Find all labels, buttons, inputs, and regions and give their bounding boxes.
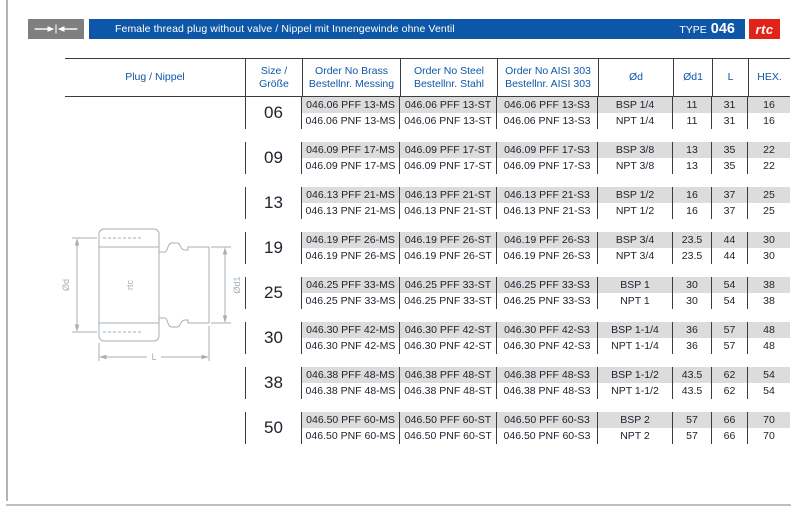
- data-cell: 046.38 PFF 48-ST: [400, 367, 497, 383]
- col-header-plug: [65, 59, 245, 96]
- table-groups: [245, 97, 790, 444]
- table-body: [61, 97, 790, 444]
- col-header-steel-line1: Order No Steel: [413, 64, 485, 77]
- data-cell: 11: [673, 113, 712, 129]
- data-cell: 046.19 PFF 26-ST: [400, 232, 497, 248]
- data-row: [302, 113, 790, 129]
- group-rows: [302, 187, 790, 219]
- data-cell: 046.13 PFF 21-ST: [400, 187, 497, 203]
- data-cell: 046.06 PNF 13-S3: [497, 113, 598, 129]
- size-cell: 38: [245, 367, 302, 399]
- plug-technical-drawing: [57, 219, 247, 369]
- col-header-l: [712, 59, 748, 96]
- col-header-steel: [400, 59, 497, 96]
- col-header-size-label: Size / Größe: [259, 64, 289, 90]
- data-cell: BSP 1-1/2: [598, 367, 673, 383]
- data-cell: 43.5: [673, 367, 712, 383]
- data-row: [302, 383, 790, 399]
- data-cell: NPT 3/4: [598, 248, 673, 264]
- col-header-od: [598, 59, 673, 96]
- page-left-border: [6, 0, 8, 501]
- data-cell: 046.38 PNF 48-MS: [302, 383, 400, 399]
- data-cell: 35: [712, 158, 748, 174]
- data-cell: BSP 3/8: [598, 142, 673, 158]
- table-header-row: [65, 58, 790, 97]
- data-cell: 046.30 PFF 42-ST: [400, 322, 497, 338]
- data-cell: 046.09 PFF 17-S3: [497, 142, 598, 158]
- data-cell: 23.5: [673, 248, 712, 264]
- size-group: [245, 232, 790, 264]
- col-header-aisi-line2: Bestellnr. AISI 303: [505, 77, 591, 90]
- col-header-od1-label: Ød1: [683, 71, 703, 84]
- data-cell: 046.38 PNF 48-ST: [400, 383, 497, 399]
- data-cell: 23.5: [673, 232, 712, 248]
- data-cell: 046.25 PFF 33-MS: [302, 277, 400, 293]
- data-cell: 16: [673, 187, 712, 203]
- data-cell: 62: [712, 383, 748, 399]
- data-cell: 30: [673, 277, 712, 293]
- data-cell: 62: [712, 367, 748, 383]
- size-cell: 50: [245, 412, 302, 444]
- data-cell: 046.09 PNF 17-MS: [302, 158, 400, 174]
- group-rows: [302, 322, 790, 354]
- group-rows: [302, 97, 790, 129]
- data-cell: 66: [712, 412, 748, 428]
- data-cell: 046.09 PFF 17-ST: [400, 142, 497, 158]
- data-cell: 046.38 PFF 48-S3: [497, 367, 598, 383]
- data-cell: 046.30 PNF 42-MS: [302, 338, 400, 354]
- data-cell: 13: [673, 158, 712, 174]
- col-header-size: [245, 59, 302, 96]
- data-cell: 44: [712, 248, 748, 264]
- data-cell: 38: [763, 295, 775, 307]
- data-row: [302, 412, 790, 428]
- size-cell: 25: [245, 277, 302, 309]
- data-row: [302, 248, 790, 264]
- data-cell: 046.50 PFF 60-ST: [400, 412, 497, 428]
- data-row: [302, 203, 790, 219]
- data-cell: 43.5: [673, 383, 712, 399]
- data-cell: 046.06 PNF 13-ST: [400, 113, 497, 129]
- data-cell: 046.19 PFF 26-MS: [302, 232, 400, 248]
- data-cell: 11: [673, 97, 712, 113]
- plug-drawing-column: [61, 97, 245, 444]
- data-row: [302, 158, 790, 174]
- data-cell: 31: [712, 113, 748, 129]
- data-cell: 16: [673, 203, 712, 219]
- data-cell: 046.30 PFF 42-MS: [302, 322, 400, 338]
- size-cell: 19: [245, 232, 302, 264]
- col-header-brass: [302, 59, 400, 96]
- data-cell: 046.25 PNF 33-S3: [497, 293, 598, 309]
- data-cell: 66: [712, 428, 748, 444]
- col-header-brass-line2: Bestellnr. Messing: [308, 77, 395, 90]
- data-row: [302, 187, 790, 203]
- size-group: [245, 322, 790, 354]
- data-cell: 046.13 PNF 21-ST: [400, 203, 497, 219]
- data-cell: 046.19 PNF 26-S3: [497, 248, 598, 264]
- size-cell: 30: [245, 322, 302, 354]
- col-header-hex-label: HEX.: [757, 71, 782, 84]
- data-cell: 57: [673, 412, 712, 428]
- group-rows: [302, 412, 790, 444]
- data-cell: 16: [763, 115, 775, 127]
- data-cell: 30: [673, 293, 712, 309]
- col-header-hex: [748, 59, 790, 96]
- data-cell: NPT 1/4: [598, 113, 673, 129]
- data-cell: 44: [712, 232, 748, 248]
- data-cell: 046.13 PNF 21-MS: [302, 203, 400, 219]
- data-row: [302, 322, 790, 338]
- size-group: [245, 187, 790, 219]
- data-cell: NPT 1-1/4: [598, 338, 673, 354]
- size-group: [245, 367, 790, 399]
- data-cell: 046.30 PNF 42-ST: [400, 338, 497, 354]
- data-cell: 13: [673, 142, 712, 158]
- data-cell: 37: [712, 187, 748, 203]
- data-cell: 046.19 PNF 26-MS: [302, 248, 400, 264]
- data-cell: 046.50 PNF 60-ST: [400, 428, 497, 444]
- size-cell: 06: [245, 97, 302, 129]
- group-rows: [302, 232, 790, 264]
- data-cell: 22: [748, 142, 790, 158]
- data-cell: 36: [673, 338, 712, 354]
- data-cell: 48: [763, 340, 775, 352]
- data-cell: 54: [763, 385, 775, 397]
- data-cell: 25: [763, 205, 775, 217]
- size-cell: 13: [245, 187, 302, 219]
- type-badge: [679, 21, 745, 37]
- page-bottom-border: [6, 504, 791, 506]
- size-group: [245, 277, 790, 309]
- col-header-steel-line2: Bestellnr. Stahl: [413, 77, 485, 90]
- data-cell: 046.13 PFF 21-MS: [302, 187, 400, 203]
- data-cell: 25: [748, 187, 790, 203]
- type-label: TYPE: [679, 24, 707, 36]
- data-cell: 046.09 PNF 17-S3: [497, 158, 598, 174]
- size-cell: 09: [245, 142, 302, 174]
- col-header-plug-label: Plug / Nippel: [125, 71, 185, 84]
- data-cell: 046.38 PNF 48-S3: [497, 383, 598, 399]
- col-header-od1: [673, 59, 712, 96]
- data-cell: 046.06 PFF 13-S3: [497, 97, 598, 113]
- coupling-arrows-icon: [31, 20, 81, 38]
- data-cell: 046.25 PFF 33-S3: [497, 277, 598, 293]
- data-cell: 046.06 PFF 13-MS: [302, 97, 400, 113]
- data-cell: 54: [748, 367, 790, 383]
- col-header-brass-line1: Order No Brass: [315, 64, 388, 77]
- data-cell: 046.50 PNF 60-MS: [302, 428, 400, 444]
- data-cell: 54: [712, 293, 748, 309]
- data-cell: 046.09 PFF 17-MS: [302, 142, 400, 158]
- data-cell: 046.13 PNF 21-S3: [497, 203, 598, 219]
- data-cell: BSP 1: [598, 277, 673, 293]
- data-cell: NPT 3/8: [598, 158, 673, 174]
- data-row: [302, 338, 790, 354]
- data-cell: 48: [748, 322, 790, 338]
- data-cell: 22: [763, 160, 775, 172]
- title-bar: [89, 19, 745, 39]
- data-cell: 046.06 PNF 13-MS: [302, 113, 400, 129]
- data-cell: 046.38 PFF 48-MS: [302, 367, 400, 383]
- size-group: [245, 412, 790, 444]
- data-cell: 046.30 PFF 42-S3: [497, 322, 598, 338]
- size-group: [245, 97, 790, 129]
- data-cell: NPT 1: [598, 293, 673, 309]
- group-rows: [302, 142, 790, 174]
- data-cell: 30: [763, 250, 775, 262]
- data-cell: BSP 1/4: [598, 97, 673, 113]
- data-cell: 37: [712, 203, 748, 219]
- data-cell: NPT 1/2: [598, 203, 673, 219]
- data-cell: 046.30 PNF 42-S3: [497, 338, 598, 354]
- data-cell: 70: [763, 430, 775, 442]
- data-row: [302, 293, 790, 309]
- coupling-symbol-box: [28, 19, 84, 39]
- group-rows: [302, 277, 790, 309]
- dim-label-od1: Ød1: [232, 276, 242, 294]
- data-cell: 046.25 PFF 33-ST: [400, 277, 497, 293]
- data-cell: BSP 1-1/4: [598, 322, 673, 338]
- data-cell: 57: [712, 338, 748, 354]
- col-header-od-label: Ød: [628, 71, 643, 84]
- type-number: 046: [710, 21, 735, 37]
- dim-label-l: L: [151, 352, 157, 362]
- col-header-aisi-line1: Order No AISI 303: [505, 64, 591, 77]
- data-cell: 046.50 PFF 60-MS: [302, 412, 400, 428]
- data-cell: 046.50 PNF 60-S3: [497, 428, 598, 444]
- data-row: [302, 428, 790, 444]
- dim-label-od: Ød: [61, 278, 71, 292]
- data-cell: NPT 1-1/2: [598, 383, 673, 399]
- drawing-plug-profile-top: [159, 243, 209, 252]
- data-cell: 046.09 PNF 17-ST: [400, 158, 497, 174]
- drawing-plug-profile-bottom: [159, 318, 209, 327]
- data-cell: 046.19 PFF 26-S3: [497, 232, 598, 248]
- size-group: [245, 142, 790, 174]
- data-cell: 16: [748, 97, 790, 113]
- data-row: [302, 142, 790, 158]
- data-row: [302, 367, 790, 383]
- data-cell: 36: [673, 322, 712, 338]
- data-cell: 31: [712, 97, 748, 113]
- data-cell: 046.25 PNF 33-ST: [400, 293, 497, 309]
- data-cell: NPT 2: [598, 428, 673, 444]
- data-cell: 54: [712, 277, 748, 293]
- spec-table: [61, 58, 790, 444]
- page-title: Female thread plug without valve / Nippel mit Innengewinde ohne Ventil: [115, 23, 455, 35]
- data-row: [302, 277, 790, 293]
- data-cell: 57: [712, 322, 748, 338]
- data-cell: 046.13 PFF 21-S3: [497, 187, 598, 203]
- brand-logo: rtc: [749, 19, 780, 39]
- data-cell: 046.25 PNF 33-MS: [302, 293, 400, 309]
- data-cell: 30: [748, 232, 790, 248]
- data-cell: BSP 3/4: [598, 232, 673, 248]
- drawing-body-logo: rtc: [125, 280, 135, 290]
- data-cell: BSP 1/2: [598, 187, 673, 203]
- data-cell: 046.19 PNF 26-ST: [400, 248, 497, 264]
- data-cell: 38: [748, 277, 790, 293]
- col-header-l-label: L: [727, 71, 734, 84]
- group-rows: [302, 367, 790, 399]
- data-cell: 70: [748, 412, 790, 428]
- data-row: [302, 232, 790, 248]
- data-cell: 35: [712, 142, 748, 158]
- col-header-aisi: [497, 59, 598, 96]
- data-cell: BSP 2: [598, 412, 673, 428]
- data-cell: 046.06 PFF 13-ST: [400, 97, 497, 113]
- data-row: [302, 97, 790, 113]
- data-cell: 046.50 PFF 60-S3: [497, 412, 598, 428]
- data-cell: 57: [673, 428, 712, 444]
